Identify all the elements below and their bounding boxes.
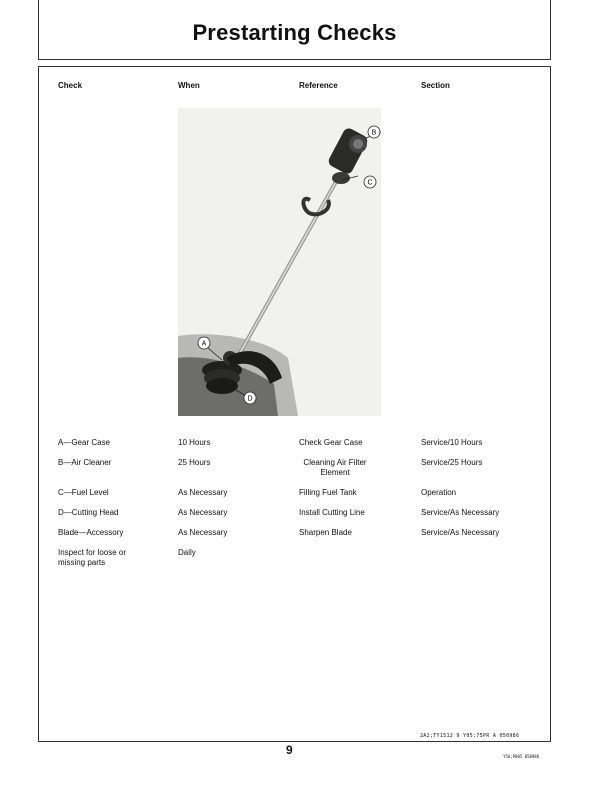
cutting-head-base [206,378,238,394]
column-header-section: Section [421,81,450,90]
section-cell: Service/As Necessary [421,508,500,517]
title-bar [38,0,551,60]
section-cell: Operation [421,488,457,497]
callout-c-label: C [367,179,373,187]
reference-cell: Sharpen Blade [299,528,352,537]
column-header-when: When [178,81,200,90]
callout-a-label: A [201,340,207,348]
fuel-tank [332,172,350,184]
check-cell: Inspect for loose or missing parts [58,548,127,567]
check-cell: Blade—Accessory [58,528,124,537]
check-cell: A—Gear Case [58,438,111,447]
trimmer-photo [178,108,381,416]
reference-cell: Filling Fuel Tank [299,488,357,497]
reference-cell: Cleaning Air Filter Element [303,458,367,477]
when-cell: As Necessary [178,488,228,497]
when-cell: As Necessary [178,508,228,517]
when-cell: 10 Hours [178,438,211,447]
section-cell: Service/25 Hours [421,458,483,467]
callout-b-label: B [371,129,377,137]
section-cell: Service/As Necessary [421,528,500,537]
reference-cell: Install Cutting Line [299,508,365,517]
page-number: 9 [286,743,293,757]
when-cell: Daily [178,548,196,557]
reference-cell: Check Gear Case [299,438,363,447]
when-cell: 25 Hours [178,458,211,467]
string-trimmer-illustration [178,108,381,416]
column-header-reference: Reference [299,81,338,90]
check-cell: D—Cutting Head [58,508,119,517]
callout-d-label: D [247,395,253,403]
footer-code: Y56;P005 050986 [503,754,540,759]
trimmer-shaft-highlight [236,178,338,360]
when-cell: As Necessary [178,528,228,537]
column-header-check: Check [58,81,83,90]
air-cleaner-center [353,139,363,149]
check-cell: C—Fuel Level [58,488,109,497]
section-cell: Service/10 Hours [421,438,483,447]
document-code: 2A2;TY1512 9 Y05;75PR A 050986 [420,733,520,739]
page-title: Prestarting Checks [192,20,397,45]
check-cell: B—Air Cleaner [58,458,112,467]
